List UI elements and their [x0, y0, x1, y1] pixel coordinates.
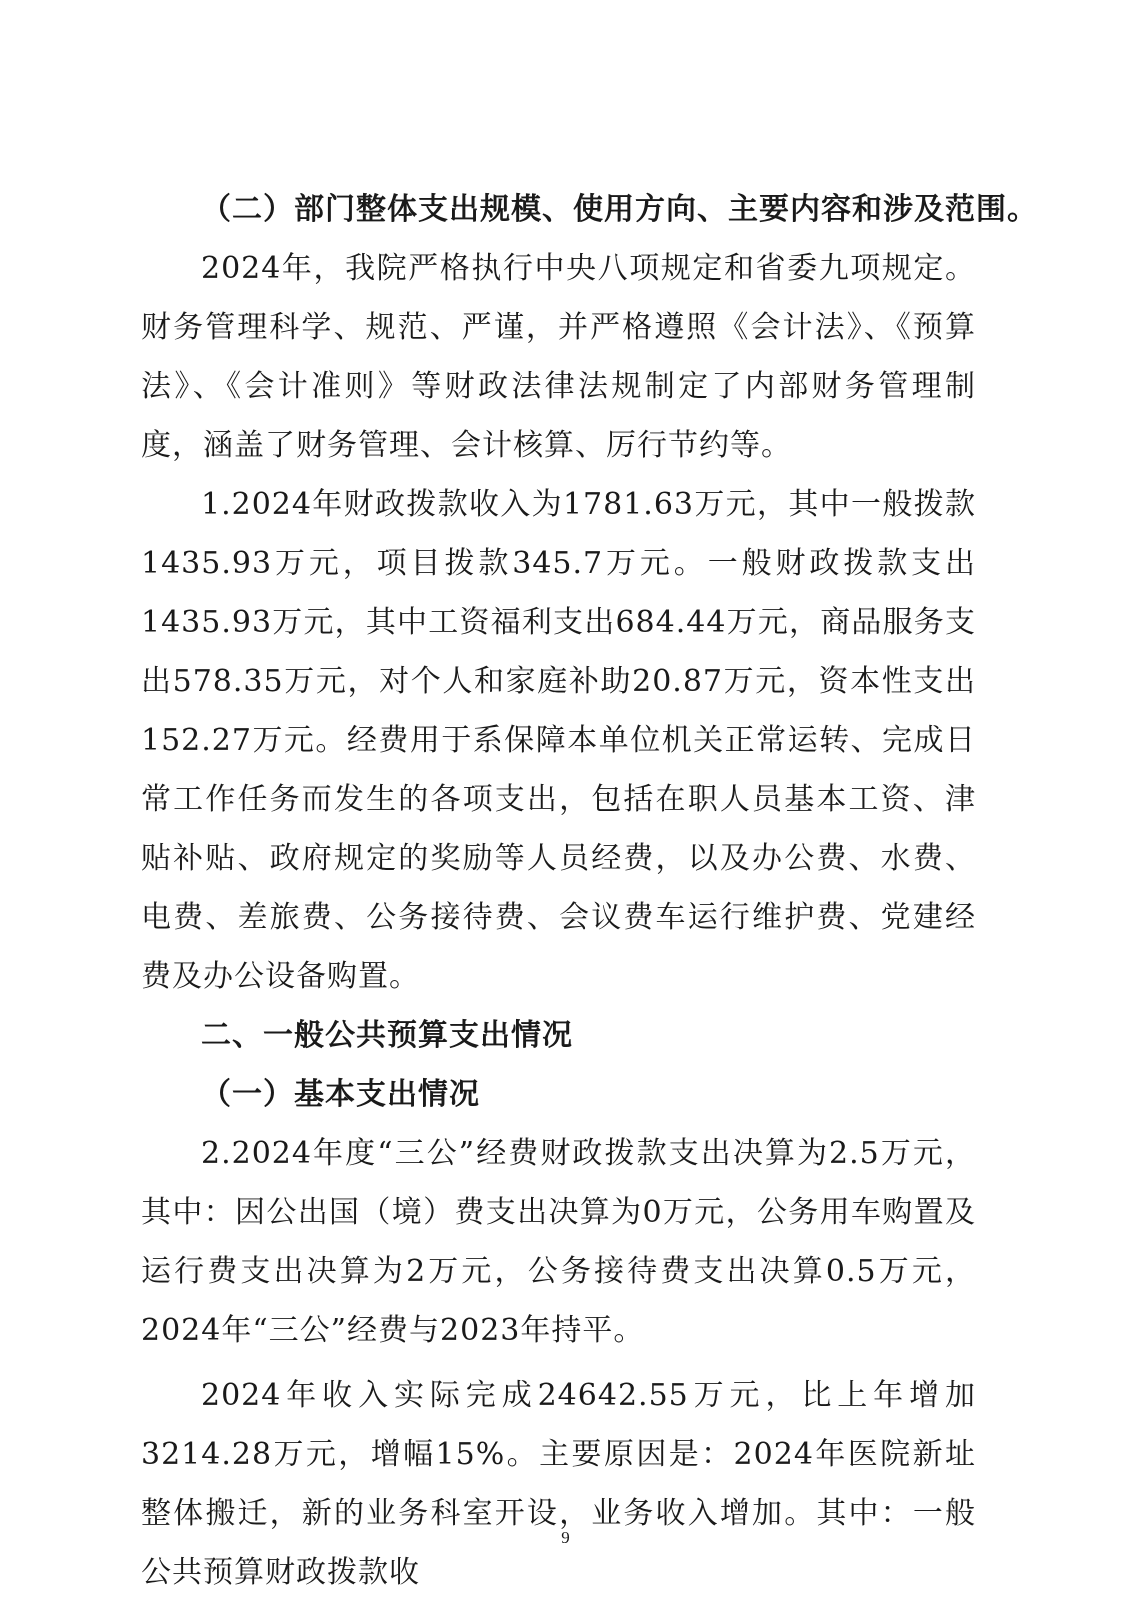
- paragraph-income-completion: 2024年收入实际完成24642.55万元，比上年增加3214.28万元，增幅15%。主要原因是：2024年医院新址整体搬迁，新的业务科室开设，业务收入增加。其中：一般公共预算财政拨款收: [141, 1378, 976, 1590]
- paragraph-three-public-expenses: 2.2024年度“三公”经费财政拨款支出决算为2.5万元，其中：因公出国（境）费支出决算为0万元，公务用车购置及运行费支出决算为2万元，公务接待费支出决算0.5万元，2024年“三公”经费与2023年持平。: [141, 1136, 976, 1348]
- section-heading-scope: （二）部门整体支出规模、使用方向、主要内容和涉及范围。: [201, 192, 1038, 227]
- page-body: [141, 180, 1038, 1602]
- paragraph-financial-management: 2024年，我院严格执行中央八项规定和省委九项规定。财务管理科学、规范、严谨，并严格遵照《会计法》、《预算法》、《会计准则》等财政法律法规制定了内部财务管理制度，涵盖了财务管理、会计核算、厉行节约等。: [141, 251, 976, 463]
- page-number: 9: [561, 1528, 570, 1547]
- section-heading-general-budget: 二、一般公共预算支出情况: [201, 1018, 573, 1053]
- paragraph-appropriation-income: 1.2024年财政拨款收入为1781.63万元，其中一般拨款1435.93万元，项目拨款345.7万元。一般财政拨款支出1435.93万元，其中工资福利支出684.44万元，商品服务支出578.35万元，对个人和家庭补助20.87万元，资本性支出152.27万元。经费用于系保障本单位机关正常运转、完成日常工作任务而发生的各项支出，包括在职人员基本工资、津贴补贴、政府规定的奖励等人员经费，以及办公费、水费、电费、差旅费、公务接待费、会议费车运行维护费、党建经费及办公设备购置。: [141, 487, 976, 994]
- section-heading-basic-expenditure: （一）基本支出情况: [201, 1077, 480, 1112]
